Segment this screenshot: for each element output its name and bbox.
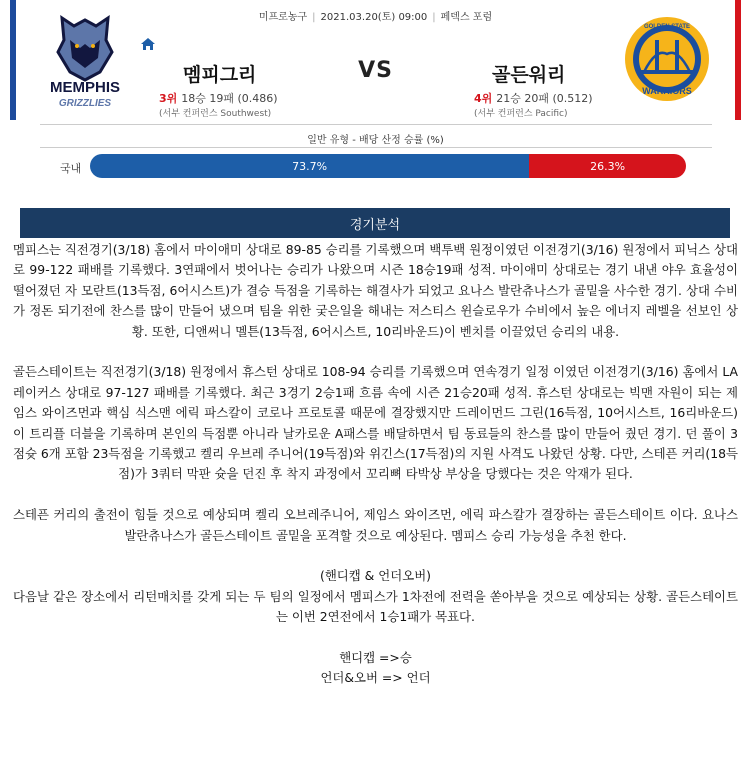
analysis-paragraph-handicap: 다음날 같은 장소에서 리턴매치를 갖게 되는 두 팀의 일정에서 멤피스가 1차전에 전력을 쏟아부을 것으로 예상되는 상황. 골든스테이트는 이번 2연전에서 1승1패가 목표다. [13, 588, 738, 625]
vs-label: VS [358, 58, 393, 83]
match-meta: 미프로농구 | 2021.03.20(토) 09:00 | 페덱스 포럼 [258, 12, 493, 23]
over-under-pick: 언더&오버 => 언더 [320, 670, 431, 686]
svg-text:GOLDEN STATE: GOLDEN STATE [643, 24, 691, 30]
analysis-body [13, 240, 738, 689]
svg-text:GRIZZLIES: GRIZZLIES [58, 98, 112, 109]
svg-text:MEMPHIS: MEMPHIS [49, 79, 121, 96]
away-win-share [529, 154, 686, 178]
home-win-share [90, 154, 529, 178]
svg-text:WARRIORS: WARRIORS [642, 86, 692, 96]
betting-divider [40, 147, 712, 148]
home-team-wl: 18승 19패 (0.486) [181, 92, 278, 105]
away-team-conference: (서부 컨퍼런스 Pacific) [474, 109, 568, 119]
away-team-record [474, 90, 593, 106]
golden-state-warriors-logo [622, 14, 712, 104]
home-team-name: 멤피그리 [183, 64, 257, 86]
home-win-pct: 73.7% [292, 159, 328, 173]
analysis-paragraph-summary: 스테픈 커리의 출전이 힘들 것으로 예상되며 켈리 오브레주니어, 제임스 와이즈먼, 에릭 파스칼가 결장하는 골든스테이트 이다. 요나스 발란츄나스가 골든스테이트 골밑을 포격할 것으로 예상된다. 멤피스 승리 가능성을 추천 한다. [13, 507, 738, 543]
home-team-conference: (서부 컨퍼런스 Southwest) [159, 109, 272, 119]
league-label: 미프로농구 [258, 12, 308, 23]
match-datetime: 2021.03.20(토) 09:00 [320, 12, 428, 23]
win-probability-bar [90, 154, 686, 178]
away-team-rank: 4위 [474, 92, 493, 105]
betting-row-label: 국내 [60, 162, 82, 175]
venue-label: 페덱스 포럼 [440, 12, 493, 23]
home-team-record [159, 90, 278, 106]
home-team-rank: 3위 [159, 92, 178, 105]
analysis-paragraph-home: 멤피스는 직전경기(3/18) 홈에서 마이애미 상대로 89-85 승리를 기록했으며 백투백 원정이였던 이전경기(3/16) 원정에서 피닉스 상대로 99-122 패배를 기록했다. 3연패에서 벗어나는 승리가 나왔으며 시즌 18승19패 성적. 마이애미 상대로는 경기 내낸 야우 효율성이 떨어졌던 자 모란트(13득점, 6어시스트)가 결승 득점을 기록하는 해결사가 되었고 요나스 발란츄나스가 골밑을 사수한 경기. 상대 수비가 정돈 되기전에 찬스를 많이 만들어 냈으며 팀을 위한 궂은일을 해내는 저스티스 윈슬로우가 수비에서 높은 에너지 레벨을 선보인 상황. 또한, 디앤써니 멜튼(13득점, 6어시스트, 10리바운드)이 벤치를 이끌었던 승리의 내용. [13, 242, 738, 339]
away-team-wl: 21승 20패 (0.512) [496, 92, 593, 105]
analysis-paragraph-away: 골든스테이트는 직전경기(3/18) 원정에서 휴스턴 상대로 108-94 승리를 기록했으며 연속경기 일정 이였던 이전경기(3/16) 홈에서 LA레이커스 상대로 97-127 패배를 기록했다. 최근 3경기 2승1패 흐름 속에 시즌 21승20패 성적. 휴스턴 상대로는 빅맨 자원이 되는 제임스 와이즈먼과 핵심 식스맨 에릭 파스칼이 코로나 프로토콜 때문에 결장했지만 드레이먼드 그린(16득점, 10어시스트, 16리바운드)이 트리플 더블을 기록하며 본인의 득점뿐 아니라 날카로운 A패스를 배달하면서 팀 동료들의 찬스를 많이 만들어 줬던 경기. 던 풀이 3점슛 6개 포함 23득점을 기록했고 켈리 우브레 주니어(19득점)와 위긴스(17득점)의 지원 사격도 나왔던 상황. 다만, 스테픈 커리(18득점)가 3쿼터 막판 슛을 던진 후 착지 과정에서 꼬리뼈 타박상 부상을 당했다는 것은 악재가 된다. [13, 364, 738, 482]
handicap-section-title: (핸디캡 & 언더오버) [320, 568, 431, 584]
home-icon[interactable] [140, 37, 156, 51]
analysis-header: 경기분석 [20, 208, 730, 238]
betting-section-title: 일반 유형 - 배당 산정 승률 (%) [307, 135, 444, 146]
handicap-pick: 핸디캡 =>승 [339, 650, 412, 666]
header-divider [40, 124, 712, 125]
away-win-pct: 26.3% [590, 159, 626, 173]
away-team-name: 골든워리 [492, 64, 566, 86]
